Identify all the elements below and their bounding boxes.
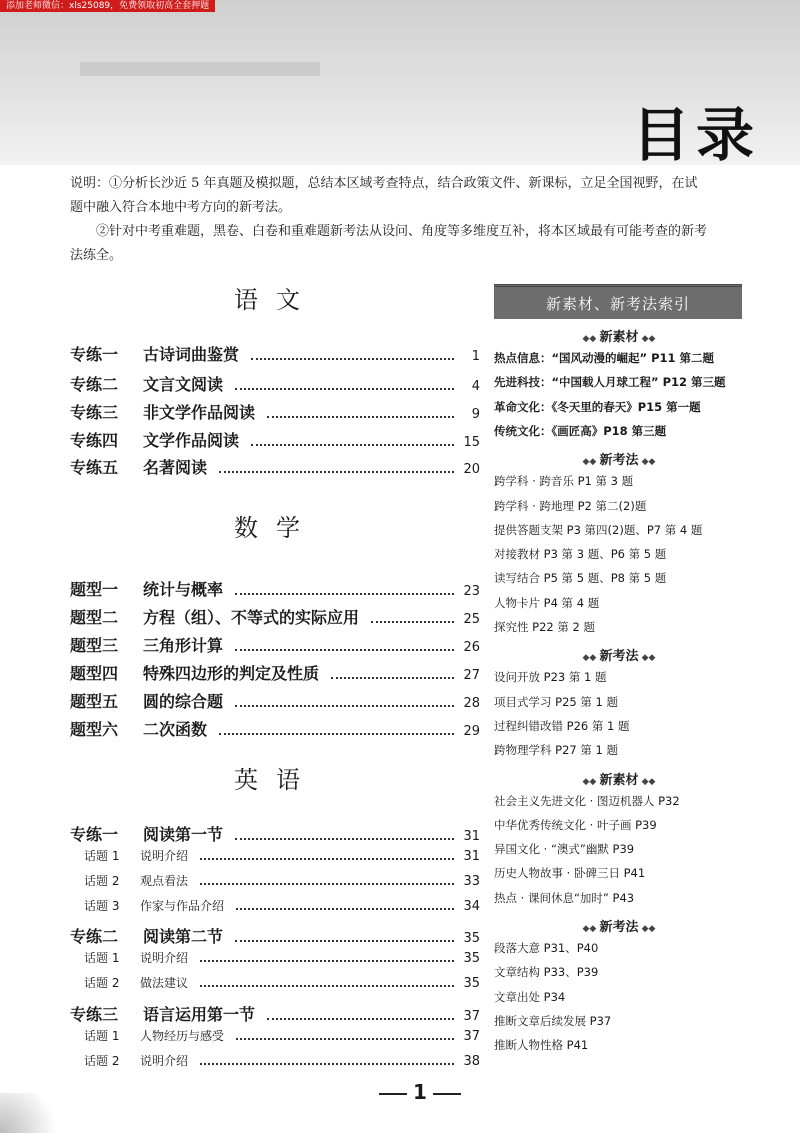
index-item[interactable]: 设问开放 P23 第 1 题: [494, 670, 607, 685]
index-group-title: [494, 916, 744, 935]
toc-label: 专练一: [70, 345, 119, 364]
toc-page: 37: [463, 1029, 480, 1044]
index-group-label: 新考法: [599, 920, 639, 935]
toc-leader: [267, 1008, 454, 1020]
toc-leader: [267, 406, 454, 418]
toc-title: 说明介绍: [140, 849, 189, 863]
toc-label: 话题 1: [84, 1029, 120, 1043]
toc-title: 做法建议: [140, 976, 189, 990]
diamond-icon: ◆◆: [582, 924, 600, 934]
diamond-icon: ◆◆: [638, 924, 656, 934]
index-group-label: 新素材: [599, 330, 639, 345]
toc-label: 题型一: [70, 580, 119, 599]
toc-page: 38: [463, 1054, 480, 1069]
index-item[interactable]: 对接教材 P3 第 3 题、P6 第 5 题: [494, 547, 667, 562]
diamond-icon: ◆◆: [582, 653, 600, 664]
index-item[interactable]: 热点信息：“国风动漫的崛起” P11 第二题: [494, 351, 715, 365]
index-group-label: 新考法: [599, 649, 639, 665]
index-group-title: [494, 645, 744, 664]
toc-label: 专练四: [70, 431, 119, 450]
toc-leader: [331, 667, 454, 679]
diamond-icon: ◆◆: [582, 334, 600, 344]
page-title: 目录: [631, 101, 760, 169]
index-item[interactable]: 跨学科 · 跨地理 P2 第二(2)题: [494, 498, 647, 513]
toc-label: 题型三: [70, 636, 119, 655]
toc-page: 35: [463, 931, 480, 946]
index-item[interactable]: 文章出处 P34: [494, 989, 566, 1004]
toc-label: 题型五: [70, 692, 119, 711]
toc-leader: [200, 1053, 454, 1065]
index-item[interactable]: 跨物理学科 P27 第 1 题: [494, 743, 619, 758]
toc-page: 23: [463, 584, 480, 599]
toc-title: 二次函数: [143, 720, 208, 739]
toc-row[interactable]: [70, 661, 480, 683]
toc-page: 1: [471, 349, 480, 364]
index-item[interactable]: 项目式学习 P25 第 1 题: [494, 694, 619, 709]
toc-leader: [235, 639, 454, 651]
toc-row[interactable]: [70, 847, 480, 869]
index-item[interactable]: 人物卡片 P4 第 4 题: [494, 595, 600, 610]
toc-page: 35: [463, 976, 480, 991]
toc-row[interactable]: [70, 689, 480, 711]
toc-label: 话题 2: [84, 976, 120, 990]
index-item[interactable]: 热点 · 课间休息“加时” P43: [494, 890, 635, 905]
intro: [70, 172, 760, 268]
toc-row[interactable]: [70, 372, 480, 394]
toc-row[interactable]: [70, 1052, 480, 1074]
section-title-math: 数学: [234, 514, 318, 542]
toc-title: 文言文阅读: [143, 375, 224, 394]
toc-title: 说明介绍: [140, 951, 189, 965]
toc-label: 专练三: [70, 403, 119, 422]
toc-row[interactable]: [70, 633, 480, 655]
toc-page: 9: [471, 407, 480, 422]
index-item[interactable]: 异国文化 · “澳式”幽默 P39: [494, 842, 635, 857]
page-number: 1: [373, 1080, 467, 1104]
toc-row[interactable]: [70, 949, 480, 971]
toc-title: 阅读第二节: [143, 927, 224, 946]
blurred-subtitle: [80, 62, 320, 76]
toc-row[interactable]: [70, 974, 480, 996]
toc-row[interactable]: [70, 1027, 480, 1049]
toc-row[interactable]: [70, 577, 480, 599]
toc-page: 25: [463, 612, 480, 627]
toc-label: 话题 1: [84, 951, 120, 965]
toc-label: 题型二: [70, 608, 119, 627]
toc-label: 专练一: [70, 825, 119, 844]
toc-title: 文学作品阅读: [143, 431, 240, 450]
intro-line: 法练全。: [70, 248, 123, 263]
index-item[interactable]: 文章结构 P33、P39: [494, 965, 599, 980]
toc-page: 31: [463, 849, 480, 864]
diamond-icon: ◆◆: [638, 457, 656, 468]
toc-page: 4: [471, 379, 480, 394]
diamond-icon: ◆◆: [582, 457, 600, 468]
toc-label: 话题 3: [84, 899, 120, 913]
toc-label: 专练二: [70, 927, 119, 946]
toc-row[interactable]: [70, 717, 480, 739]
index-item[interactable]: 推断人物性格 P41: [494, 1038, 589, 1053]
notice-banner: 添加老师微信：xls25089，免费领取初高全套押题: [0, 0, 215, 12]
intro-line: 题中融入符合本地中考方向的新考法。: [70, 200, 292, 215]
index-group-title: [494, 449, 744, 468]
index-item[interactable]: 读写结合 P5 第 5 题、P8 第 5 题: [494, 571, 667, 586]
toc-title: 统计与概率: [143, 580, 224, 599]
toc-page: 29: [463, 724, 480, 739]
toc-title: 古诗词曲鉴赏: [143, 345, 240, 364]
toc-leader: [200, 975, 454, 987]
toc-leader: [236, 898, 454, 910]
toc-leader: [371, 611, 454, 623]
toc-title: 语言运用第一节: [143, 1005, 256, 1024]
index-item[interactable]: 历史人物故事 · 卧碑三日 P41: [494, 866, 646, 881]
index-item[interactable]: 段落大意 P31、P40: [494, 941, 599, 955]
toc-label: 专练二: [70, 375, 119, 394]
index-item[interactable]: 探究性 P22 第 2 题: [494, 620, 596, 634]
index-item[interactable]: 中华优秀传统文化 · 叶子画 P39: [494, 817, 657, 832]
toc-title: 作家与作品介绍: [140, 899, 225, 913]
toc-leader: [236, 1028, 454, 1040]
toc-title: 圆的综合题: [143, 692, 224, 711]
toc-title: 阅读第一节: [143, 825, 224, 844]
toc-page: 27: [463, 668, 480, 683]
toc-label: 题型六: [70, 720, 119, 739]
scan-shadow: [0, 1093, 70, 1133]
toc-page: 20: [463, 462, 480, 477]
toc-title: 说明介绍: [140, 1054, 189, 1068]
toc-page: 28: [463, 696, 480, 711]
toc-title: 非文学作品阅读: [143, 403, 256, 422]
toc-leader: [200, 873, 454, 885]
toc-title: 人物经历与感受: [140, 1029, 225, 1043]
toc-leader: [219, 461, 454, 473]
toc-leader: [235, 930, 454, 942]
index-item[interactable]: 先进科技：“中国载人月球工程” P12 第三题: [494, 375, 726, 390]
index-item[interactable]: 传统文化：《画匠高》P18 第三题: [494, 423, 667, 438]
toc-leader: [235, 583, 454, 595]
toc-leader: [200, 848, 454, 860]
toc-title: 观点看法: [140, 874, 189, 888]
toc-row[interactable]: [70, 455, 480, 477]
toc-row[interactable]: [70, 822, 480, 844]
intro-line: 说明：①分析长沙近 5 年真题及模拟题，总结本区域考查特点，结合政策文件、新课标，立足全国视野，在试: [70, 176, 698, 191]
toc-page: 26: [463, 640, 480, 655]
toc-label: 专练三: [70, 1005, 119, 1024]
index-item[interactable]: 过程纠错改错 P26 第 1 题: [494, 718, 630, 733]
index-item[interactable]: 革命文化：《冬天里的春天》P15 第一题: [494, 399, 701, 414]
toc-page: 15: [463, 435, 480, 450]
toc-row[interactable]: [70, 605, 480, 627]
index-item[interactable]: 推断文章后续发展 P37: [494, 1013, 612, 1028]
index-group-title: [494, 769, 744, 788]
intro-line: ②针对中考重难题，黑卷、白卷和重难题新考法从设问、角度等多维度互补，将本区域最有可能考查的新考: [96, 224, 708, 239]
toc-label: 话题 1: [84, 849, 120, 863]
toc-label: 题型四: [70, 664, 119, 683]
toc-title: 三角形计算: [143, 636, 224, 655]
index-group-label: 新素材: [599, 772, 639, 788]
toc-title: 特殊四边形的判定及性质: [143, 664, 320, 683]
toc-page: 33: [463, 874, 480, 889]
toc-leader: [235, 828, 454, 840]
toc-row[interactable]: [70, 342, 480, 364]
section-title-chinese: 语文: [234, 286, 318, 314]
toc-leader: [200, 950, 454, 962]
toc-row[interactable]: [70, 400, 480, 422]
diamond-icon: ◆◆: [638, 334, 656, 344]
toc-title: 方程（组）、不等式的实际应用: [143, 608, 360, 627]
toc-leader: [235, 695, 454, 707]
index-item[interactable]: 跨学科 · 跨音乐 P1 第 3 题: [494, 474, 634, 489]
toc-leader: [251, 348, 454, 360]
toc-page: 34: [463, 899, 480, 914]
toc-page: 37: [463, 1009, 480, 1024]
toc-title: 名著阅读: [143, 458, 208, 477]
diamond-icon: ◆◆: [582, 776, 600, 787]
toc-row[interactable]: [70, 872, 480, 894]
index-group-label: 新考法: [599, 453, 639, 469]
toc-page: 31: [463, 829, 480, 844]
toc-row[interactable]: [70, 428, 480, 450]
toc-row[interactable]: [70, 1002, 480, 1024]
toc-leader: [219, 723, 454, 735]
toc-label: 话题 2: [84, 1054, 120, 1068]
toc-label: 话题 2: [84, 874, 120, 888]
diamond-icon: ◆◆: [638, 776, 656, 787]
index-banner: 新素材、新考法索引: [494, 284, 742, 319]
toc-leader: [235, 378, 454, 390]
index-item[interactable]: 社会主义先进文化 · 图迈机器人 P32: [494, 793, 680, 808]
toc-page: 35: [463, 951, 480, 966]
toc-row[interactable]: [70, 897, 480, 919]
section-title-english: 英语: [234, 766, 318, 794]
index-item[interactable]: 提供答题支架 P3 第四(2)题、P7 第 4 题: [494, 522, 703, 537]
toc-label: 专练五: [70, 458, 119, 477]
toc-row[interactable]: [70, 924, 480, 946]
index-group-title: [494, 326, 744, 345]
diamond-icon: ◆◆: [638, 653, 656, 664]
toc-leader: [251, 434, 454, 446]
